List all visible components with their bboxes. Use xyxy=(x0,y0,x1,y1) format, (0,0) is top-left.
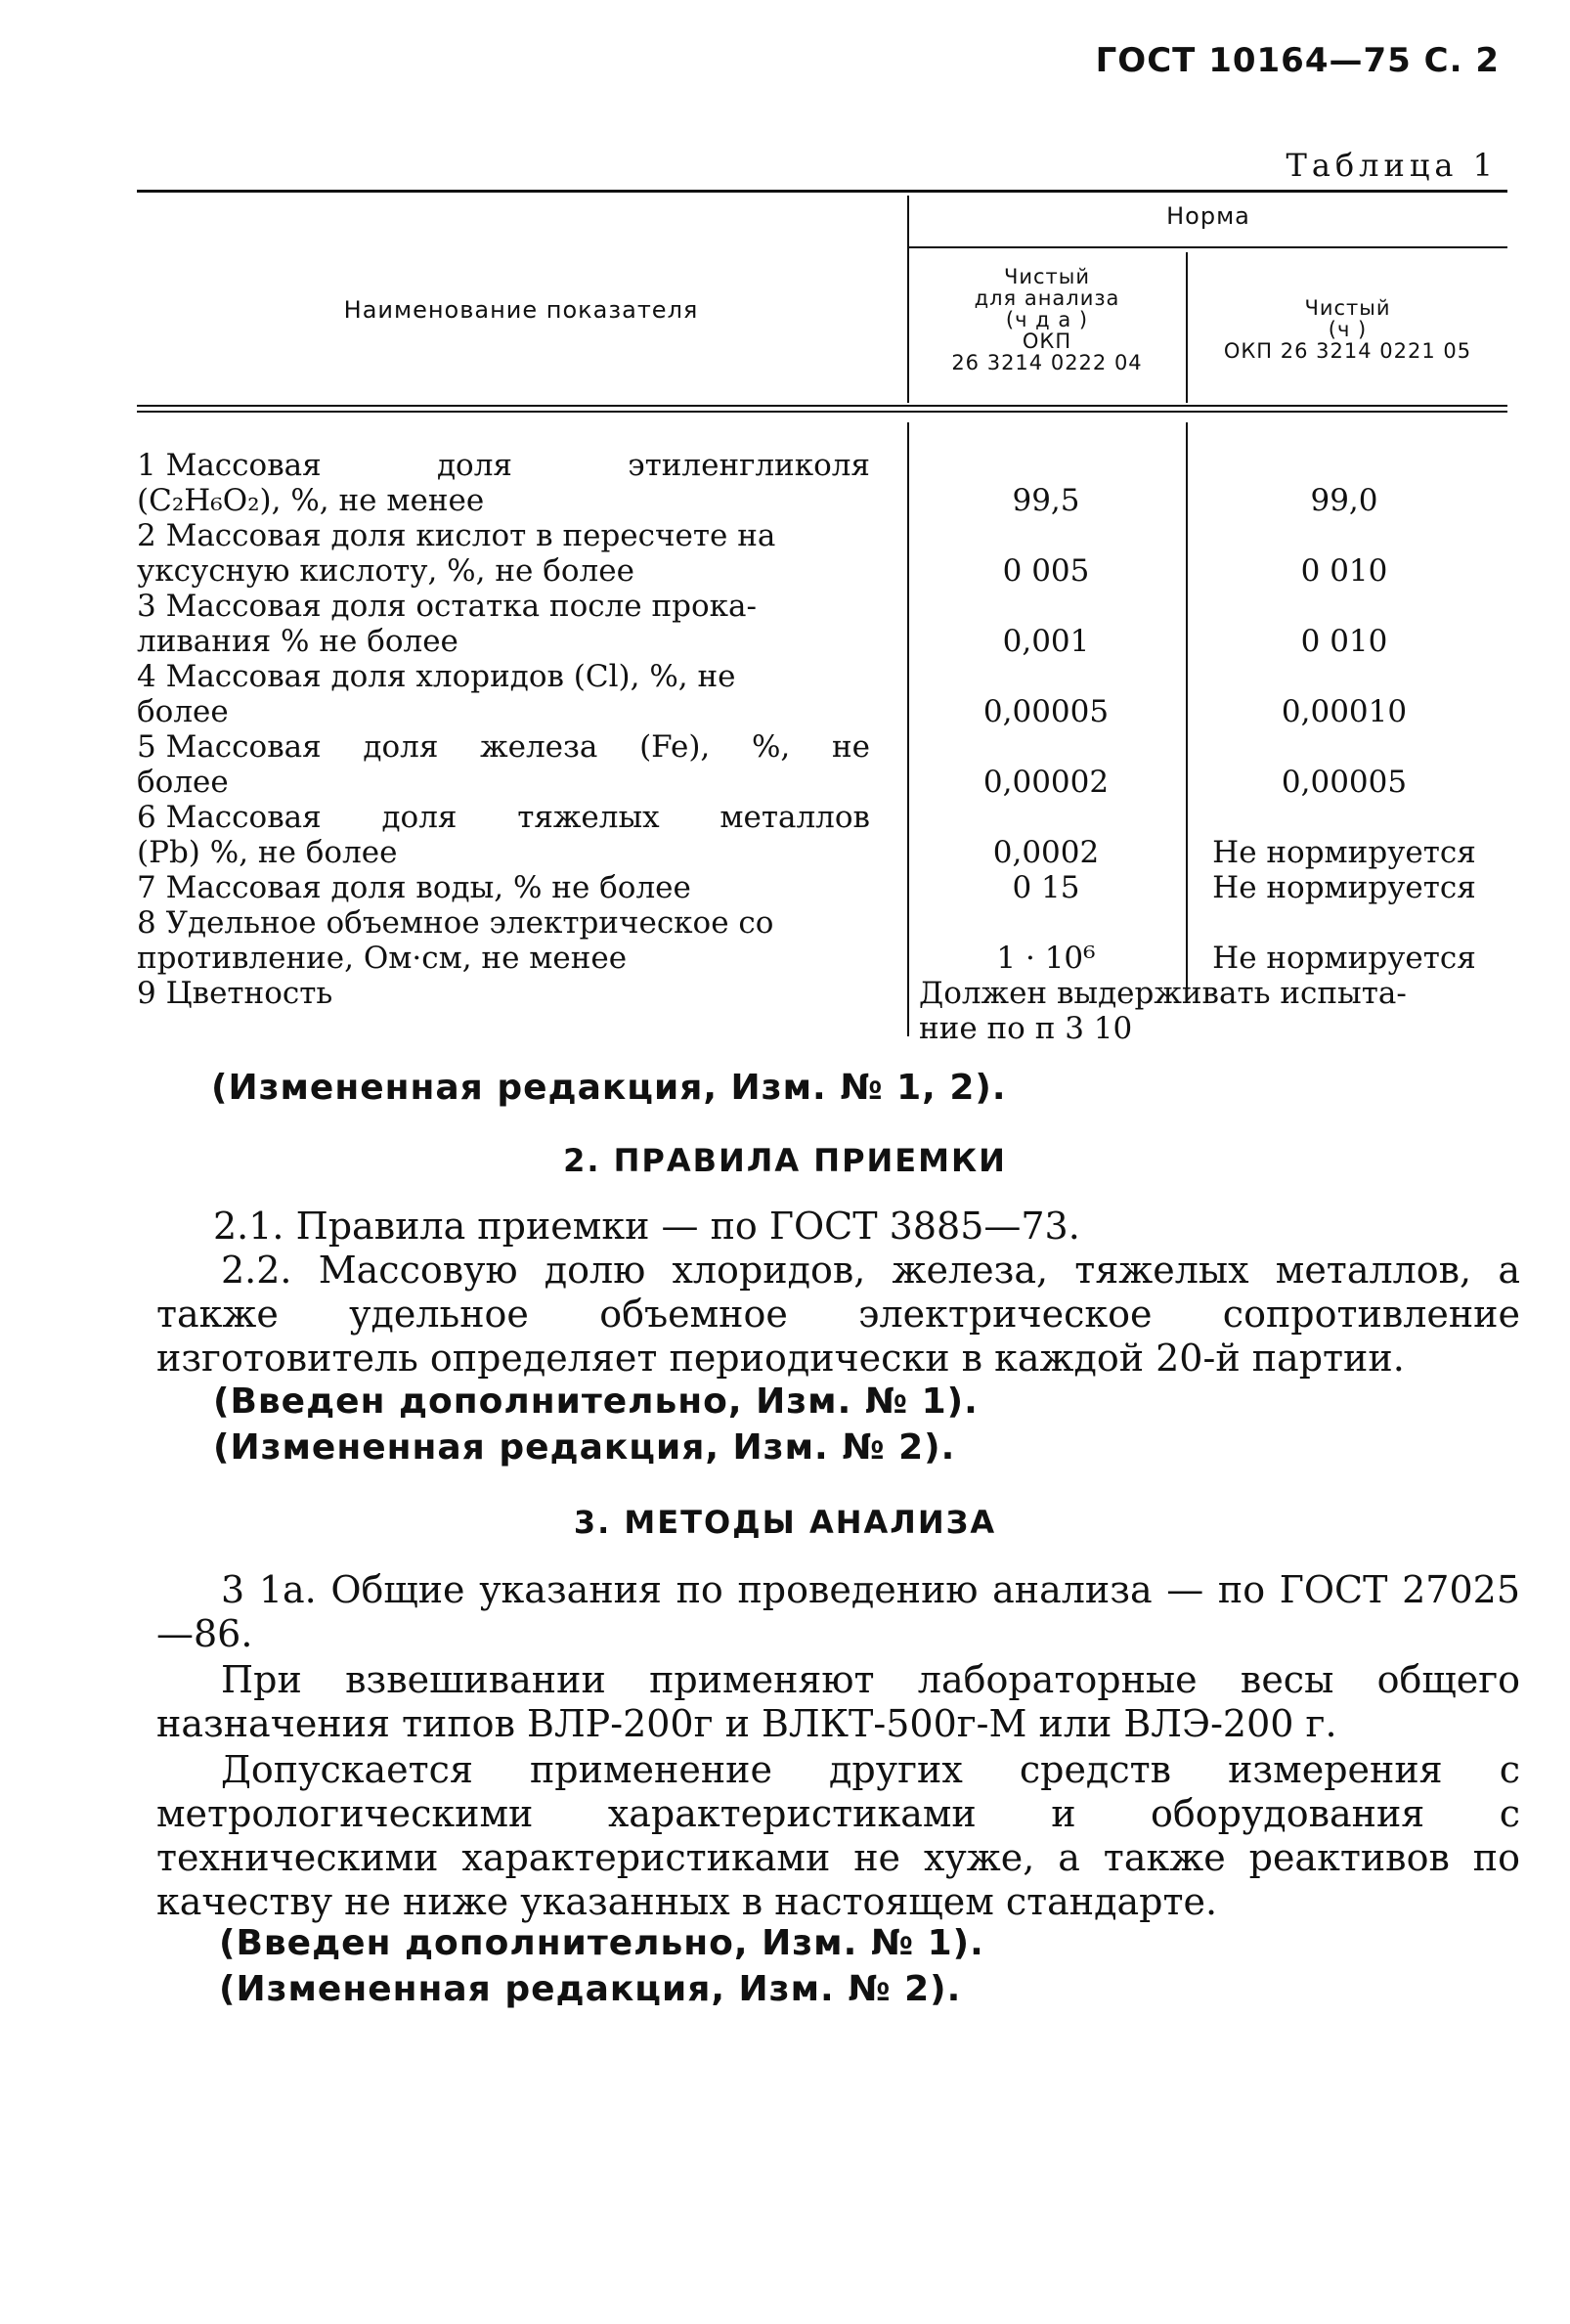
row-text: доля xyxy=(436,448,512,483)
header-col-chda-line: ОКП xyxy=(1022,329,1072,353)
table-cell-chda: 0,00005 xyxy=(982,694,1110,729)
table-cell-chda: 0 15 xyxy=(1012,870,1080,905)
row-text: 6 Массовая xyxy=(137,800,322,835)
row-text: Должен выдерживать испыта- xyxy=(919,976,1407,1011)
header-col-chda-line: (ч д а ) xyxy=(1005,308,1089,331)
table-row-name xyxy=(137,800,870,870)
section-2-title: 2. ПРАВИЛА ПРИЕМКИ xyxy=(563,1142,1007,1179)
row-text: 1 Массовая xyxy=(137,448,322,483)
table-row-name xyxy=(137,976,870,1011)
row-text: более xyxy=(137,694,229,729)
section-2-added-note: (Введен дополнительно, Изм. № 1). xyxy=(213,1381,979,1422)
header-col-ch xyxy=(1188,297,1507,362)
header-col-ch-line: (ч ) xyxy=(1328,318,1368,341)
row-text: железа xyxy=(480,729,598,765)
table-cell-ch: Не нормируется xyxy=(1212,941,1476,976)
row-text: 2 Массовая доля кислот в пересчете на xyxy=(137,518,776,553)
header-col-chda-line: Чистый xyxy=(1003,265,1091,288)
header-indicator-name: Наименование показателя xyxy=(343,296,699,324)
row-text: этиленгликоля xyxy=(628,448,870,483)
row-text: 3 Массовая доля остатка после прока- xyxy=(137,589,757,624)
row-text: металлов xyxy=(720,800,870,835)
row-text: 8 Удельное объемное электрическое со xyxy=(137,905,774,941)
header-col-chda-line: для анализа xyxy=(974,286,1120,310)
table-row-name xyxy=(137,518,870,589)
row-text: 7 Массовая доля воды, % не более xyxy=(137,870,691,905)
paragraph-2-1: 2.1. Правила приемки — по ГОСТ 3885—73. xyxy=(213,1205,1080,1248)
row-text: 5 Массовая xyxy=(137,729,322,765)
row9-value-line xyxy=(919,976,1507,1011)
section-3-changed-note: (Измененная редакция, Изм. № 2). xyxy=(219,1969,962,2009)
row-text: не xyxy=(831,729,870,765)
row-text: ливания % не более xyxy=(137,624,458,659)
header-col-chda-line: 26 3214 0222 04 xyxy=(951,351,1143,374)
header-col-ch-line: Чистый xyxy=(1304,296,1391,320)
row-text: 9 Цветность xyxy=(137,976,333,1011)
table-cell-merged xyxy=(919,976,1507,1046)
row-text: ние по п 3 10 xyxy=(919,1011,1133,1046)
row-text: (Fe), xyxy=(639,729,711,765)
table-cell-ch: 0 010 xyxy=(1300,624,1388,659)
table-cell-ch: 99,0 xyxy=(1310,483,1378,518)
table-cell-ch: 0 010 xyxy=(1300,553,1388,589)
table-row-name xyxy=(137,659,870,729)
row-text: доля xyxy=(363,729,439,765)
section-3-title: 3. МЕТОДЫ АНАЛИЗА xyxy=(573,1504,997,1541)
row-text: доля xyxy=(381,800,458,835)
header-col-ch-line: ОКП 26 3214 0221 05 xyxy=(1223,339,1472,363)
row-text: тяжелых xyxy=(517,800,660,835)
table-top-rule xyxy=(137,190,1507,193)
header-rule-1 xyxy=(137,405,1507,407)
table-cell-chda: 1 · 10⁶ xyxy=(996,941,1096,976)
table-cell-ch: 0,00005 xyxy=(1281,765,1408,800)
row-text: более xyxy=(137,765,229,800)
section-2-changed-note: (Измененная редакция, Изм. № 2). xyxy=(213,1427,956,1468)
table-row-name xyxy=(137,729,870,800)
paragraph-3-allowed: Допускается применение других средств измерения с метрологическими характеристиками и оборудования с техническими характеристиками не хуже, а также реактивов по качеству не ниже указанных в настоящем стандарте. xyxy=(156,1748,1520,1923)
table-cell-ch: 0,00010 xyxy=(1281,694,1408,729)
row-text: (Pb) %, не более xyxy=(137,835,398,870)
paragraph-3-1a: 3 1а. Общие указания по проведению анализа — по ГОСТ 27025—86. xyxy=(156,1568,1520,1655)
table-cell-chda: 0,0002 xyxy=(992,835,1100,870)
header-norma: Норма xyxy=(1166,202,1250,230)
section-3-added-note: (Введен дополнительно, Изм. № 1). xyxy=(219,1923,984,1963)
table-row-name xyxy=(137,905,870,976)
table-change-note: (Измененная редакция, Изм. № 1, 2). xyxy=(211,1068,1007,1108)
table-cell-chda: 0,00002 xyxy=(982,765,1110,800)
table-cell-chda: 0,001 xyxy=(1002,624,1090,659)
header-col-chda xyxy=(909,266,1185,373)
table-cell-ch: Не нормируется xyxy=(1212,835,1476,870)
table-cell-chda: 99,5 xyxy=(1012,483,1080,518)
header-rule-2 xyxy=(137,411,1507,413)
row-text: 4 Массовая доля хлоридов (Cl), %, не xyxy=(137,659,736,694)
row-text: противление, Ом·см, не менее xyxy=(137,941,628,976)
table-row-name xyxy=(137,448,870,518)
norma-underline xyxy=(909,246,1507,248)
row-text: %, xyxy=(751,729,791,765)
page-header: ГОСТ 10164—75 С. 2 xyxy=(1095,41,1500,80)
table-caption: Таблица 1 xyxy=(1286,147,1498,184)
table-row-name xyxy=(137,870,870,905)
row-text: уксусную кислоту, %, не более xyxy=(137,553,634,589)
table-cell-ch: Не нормируется xyxy=(1212,870,1476,905)
row-text: (C₂H₆O₂), %, не менее xyxy=(137,483,485,518)
table-row-name xyxy=(137,589,870,659)
table-cell-chda: 0 005 xyxy=(1002,553,1090,589)
paragraph-3-weighing: При взвешивании применяют лабораторные весы общего назначения типов ВЛР-200г и ВЛКТ-500г-М или ВЛЭ-200 г. xyxy=(156,1658,1520,1745)
paragraph-2-2: 2.2. Массовую долю хлоридов, железа, тяжелых металлов, а также удельное объемное электрическое сопротивление изготовитель определяет периодически в каждой 20-й партии. xyxy=(156,1249,1520,1380)
